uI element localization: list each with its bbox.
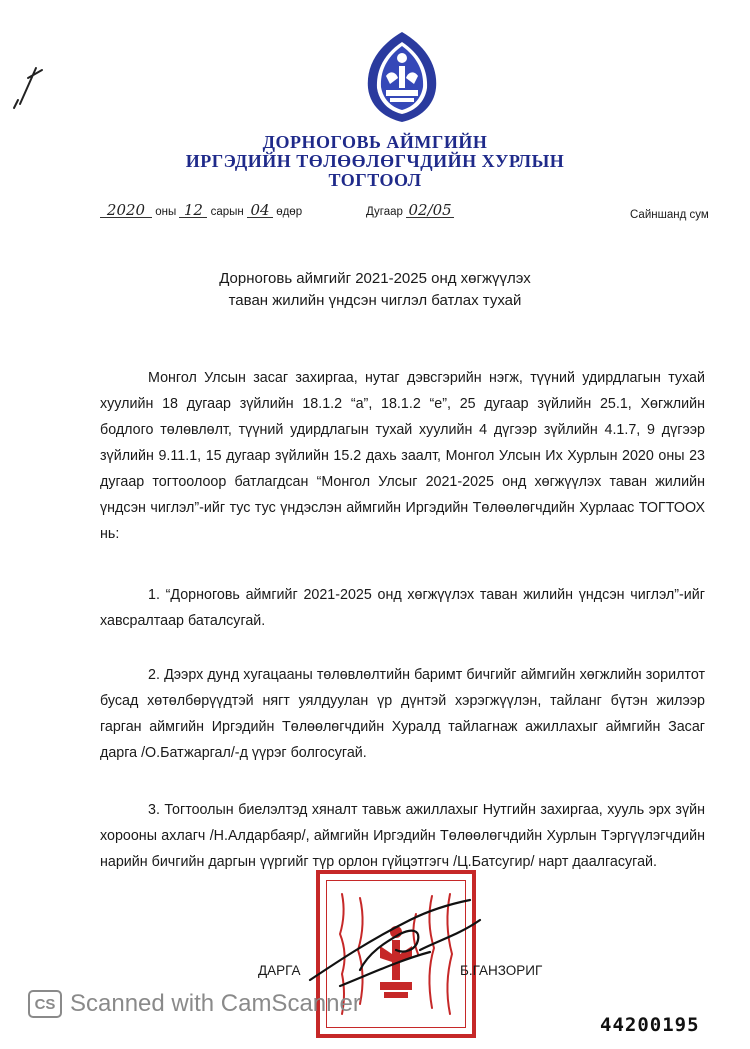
- date-field: [100, 203, 302, 218]
- title-line-2: таван жилийн үндсэн чиглэл батлах тухай: [228, 292, 522, 309]
- watermark-text: Scanned with CamScanner: [70, 990, 361, 1017]
- camscanner-logo-icon: CS: [28, 990, 62, 1018]
- date-year-suffix: оны: [155, 206, 177, 218]
- document-type: ТОГТООЛ: [328, 170, 422, 190]
- scanner-watermark: [28, 990, 361, 1018]
- document-number: 02/05: [406, 203, 454, 218]
- preamble-paragraph: Монгол Улсын засаг захиргаа, нутаг дэвсгэрийн нэгж, түүний удирдлагын тухай хуулийн 18 дугаар зүйлийн 18.1.2 “а”, 18.1.2 “е”, 25 дугаар зүйлийн 25.1, Хөгжлийн бодлого төлөвлөлт, түүний удирдлагын тухай хуулийн 4 дүгээр зүйлийн 4.1.7, 9 дүгээр зүйлийн 9.11.1, 15 дугаар зүйлийн 15.2 дахь заалт, Монгол Улсын Их Хурлын 2020 оны 23 дугаар тогтоолоор батлагдсан “Монгол Улсыг 2021-2025 онд хөгжүүлэх таван жилийн үндсэн чиглэл”-ийг тус тус үндэслэн аймгийн Иргэдийн Төлөөлөгчдийн Хурлаас ТОГТООХ нь:: [100, 370, 705, 542]
- resolution-item-1: 1. “Дорноговь аймгийг 2021-2025 онд хөгжүүлэх таван жилийн үндсэн чиглэл”-ийг хавсралтаар баталсугай.: [100, 587, 705, 629]
- resolution-item-2: 2. Дээрх дунд хугацааны төлөвлөлтийн баримт бичгийг аймгийн хөгжлийн зорилтот бусад хөтөлбөрүүдтэй нягт уялдуулан үр дүнтэй хэрэгжүүлэн, тайланг бүтэн жилээр гарган аймгийн Иргэдийн Төлөөлөгчдийн Хуралд тайлагнаж ажиллахыг аймгийн Засаг дарга /О.Батжаргал/-д үүрэг болгосугай.: [100, 667, 705, 761]
- date-month-suffix: сарын: [210, 206, 244, 218]
- date-year: 2020: [100, 203, 152, 218]
- state-emblem-icon: [360, 28, 444, 124]
- date-day-suffix: өдөр: [276, 206, 303, 218]
- place-name: Сайншанд сум: [630, 209, 709, 221]
- handwritten-signature: [300, 890, 490, 990]
- signatory-title: ДАРГА: [258, 963, 301, 978]
- serial-number: 44200195: [600, 1014, 700, 1036]
- date-month: 12: [179, 203, 207, 218]
- header-line-1: ДОРНОГОВЬ АЙМГИЙН: [262, 132, 488, 152]
- handwritten-corner-mark: [8, 60, 48, 110]
- header-line-2: ИРГЭДИЙН ТӨЛӨӨЛӨГЧДИЙН ХУРЛЫН: [185, 151, 565, 171]
- number-label: Дугаар: [366, 206, 403, 218]
- resolution-item-3: 3. Тогтоолын биелэлтэд хяналт тавьж ажиллахыг Нутгийн захиргаа, хууль эрх зүйн хорооны ахлагч /Н.Алдарбаяр/, аймгийн Иргэдийн Төлөөлөгчдийн Хурлын Тэргүүлэгчдийн нарийн бичгийн даргын үүргийг түр орлон гүйцэтгэгч /Ц.Батсугир/ нарт даалгасугай.: [100, 802, 705, 870]
- title-line-1: Дорноговь аймгийг 2021-2025 онд хөгжүүлэх: [219, 270, 531, 287]
- number-field: [366, 203, 454, 218]
- document-title: [0, 268, 750, 312]
- date-day: 04: [247, 203, 273, 218]
- signatory-name: Б.ГАНЗОРИГ: [460, 963, 543, 978]
